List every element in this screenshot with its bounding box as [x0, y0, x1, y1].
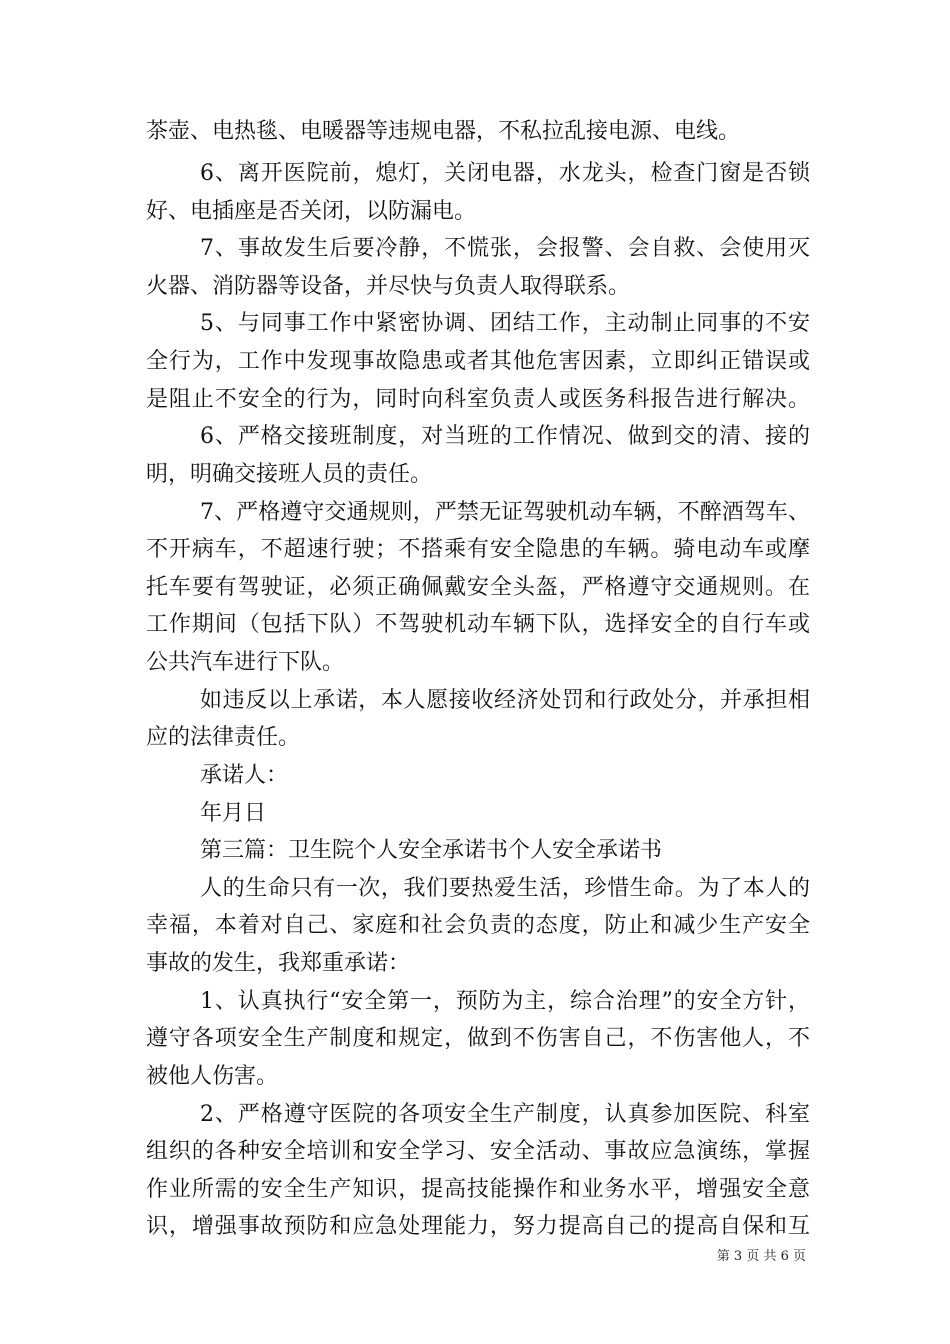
text-line: 遵守各项安全生产制度和规定，做到不伤害自己，不伤害他人，不	[146, 1026, 810, 1051]
text-line: 7、严格遵守交通规则，严禁无证驾驶机动车辆，不醉酒驾车、	[200, 500, 810, 525]
text-line: 1、认真执行“安全第一，预防为主，综合治理”的安全方针，	[200, 989, 810, 1014]
text-line: 被他人伤害。	[146, 1064, 279, 1089]
text-line: 7、事故发生后要冷静，不慌张，会报警、会自救、会使用灭	[200, 236, 810, 261]
text-line: 火器、消防器等设备，并尽快与负责人取得联系。	[146, 274, 631, 299]
text-line: 如违反以上承诺，本人愿接收经济处罚和行政处分，并承担相	[200, 688, 810, 713]
text-line: 幸福，本着对自己、家庭和社会负责的态度，防止和减少生产安全	[146, 913, 810, 938]
text-line: 6、离开医院前，熄灯，关闭电器，水龙头，检查门窗是否锁	[200, 161, 810, 186]
text-line: 好、电插座是否关闭，以防漏电。	[146, 199, 477, 224]
text-line: 组织的各种安全培训和安全学习、安全活动、事故应急演练，掌握	[146, 1139, 810, 1164]
text-line: 人的生命只有一次，我们要热爱生活，珍惜生命。为了本人的	[200, 876, 810, 901]
text-line: 6、严格交接班制度，对当班的工作情况、做到交的清、接的	[200, 424, 810, 449]
text-line: 不开病车，不超速行驶；不搭乘有安全隐患的车辆。骑电动车或摩	[146, 537, 810, 562]
text-line: 明，明确交接班人员的责任。	[146, 462, 433, 487]
text-line: 应的法律责任。	[146, 725, 301, 750]
text-line: 5、与同事工作中紧密协调、团结工作，主动制止同事的不安	[200, 311, 810, 336]
text-line: 全行为，工作中发现事故隐患或者其他危害因素，立即纠正错误或	[146, 349, 810, 374]
text-line: 承诺人：	[200, 763, 289, 788]
text-line: 2、严格遵守医院的各项安全生产制度，认真参加医院、科室	[200, 1102, 810, 1127]
text-line: 年月日	[200, 801, 267, 826]
page-number-footer: 第 3 页 共 6 页	[716, 1249, 806, 1264]
text-line: 托车要有驾驶证，必须正确佩戴安全头盔，严格遵守交通规则。在	[146, 575, 810, 600]
text-line: 是阻止不安全的行为，同时向科室负责人或医务科报告进行解决。	[146, 387, 810, 412]
text-line: 茶壶、电热毯、电暖器等违规电器，不私拉乱接电源、电线。	[146, 119, 741, 144]
text-line: 作业所需的安全生产知识，提高技能操作和业务水平，增强安全意	[146, 1177, 810, 1202]
text-line: 公共汽车进行下队。	[146, 650, 345, 675]
text-line: 事故的发生，我郑重承诺：	[146, 951, 411, 976]
text-line: 识，增强事故预防和应急处理能力，努力提高自己的提高自保和互	[146, 1214, 810, 1239]
section-heading: 第三篇：卫生院个人安全承诺书个人安全承诺书	[200, 838, 663, 863]
text-line: 工作期间（包括下队）不驾驶机动车辆下队，选择安全的自行车或	[146, 612, 810, 637]
